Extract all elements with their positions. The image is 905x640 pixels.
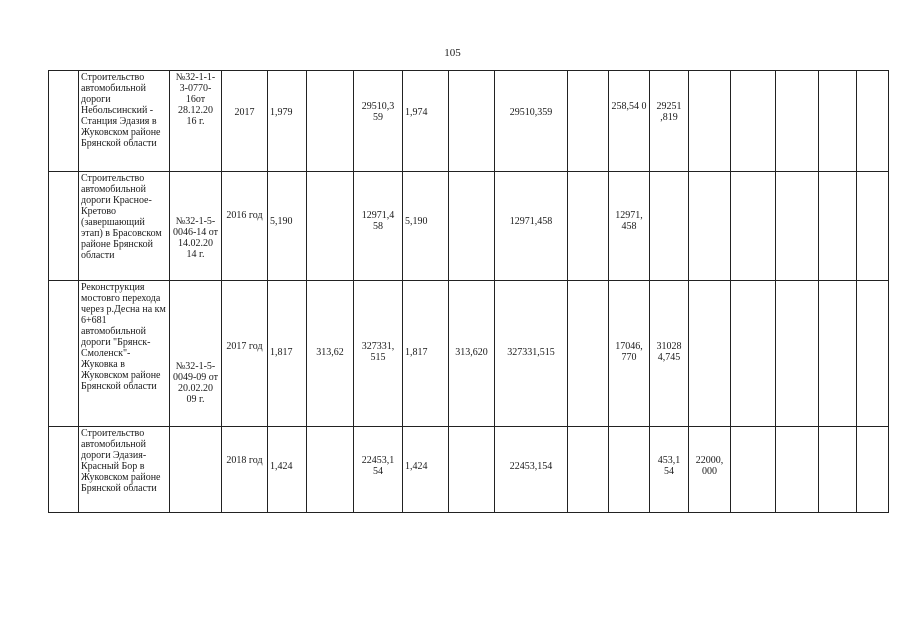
cost-2-cell: 12971,458 (495, 172, 568, 281)
row-number-cell (49, 71, 79, 172)
empty-cell (819, 172, 857, 281)
table-row (49, 172, 889, 281)
year-value-1-cell: 12971, 458 (609, 172, 650, 281)
year-cell: 2018 год (222, 427, 268, 513)
year-value-2-cell: 31028 4,745 (650, 281, 689, 427)
bridge-length-2-cell (449, 427, 495, 513)
length-cell: 1,979 (268, 71, 307, 172)
bridge-length-cell (307, 427, 354, 513)
empty-cell (776, 281, 819, 427)
year-value-1-cell: 17046, 770 (609, 281, 650, 427)
bridge-length-2-cell (449, 172, 495, 281)
empty-cell (731, 172, 776, 281)
bridge-length-cell (307, 172, 354, 281)
empty-cell (568, 71, 609, 172)
row-number-cell (49, 281, 79, 427)
year-value-2-cell: 453,1 54 (650, 427, 689, 513)
empty-cell (819, 281, 857, 427)
empty-cell (568, 427, 609, 513)
table-row (49, 71, 889, 172)
year-cell: 2017 (222, 71, 268, 172)
table-row (49, 427, 889, 513)
length-cell: 5,190 (268, 172, 307, 281)
construction-objects-table (48, 70, 889, 513)
empty-cell (776, 71, 819, 172)
empty-cell (819, 427, 857, 513)
document-cell (170, 427, 222, 513)
bridge-length-2-cell (449, 71, 495, 172)
year-value-2-cell (650, 172, 689, 281)
empty-cell (731, 427, 776, 513)
cost-2-cell: 22453,154 (495, 427, 568, 513)
length-cell: 1,817 (268, 281, 307, 427)
cost-cell: 12971,4 58 (354, 172, 403, 281)
cost-2-cell: 29510,359 (495, 71, 568, 172)
year-value-1-cell: 258,54 0 (609, 71, 650, 172)
cost-cell: 327331, 515 (354, 281, 403, 427)
cost-2-cell: 327331,515 (495, 281, 568, 427)
cost-cell: 29510,3 59 (354, 71, 403, 172)
empty-cell (857, 281, 889, 427)
empty-cell (731, 71, 776, 172)
document-cell: №32-1-5-0049-09 от 20.02.20 09 г. (170, 281, 222, 427)
empty-cell (819, 71, 857, 172)
year-cell: 2016 год (222, 172, 268, 281)
object-name-cell: Строительство автомобильной дороги Эдазия-Красный Бор в Жуковском районе Брянской области (79, 427, 170, 513)
length-2-cell: 1,974 (403, 71, 449, 172)
empty-cell (568, 281, 609, 427)
table-row (49, 281, 889, 427)
object-name-cell: Реконструкция мостовго перехода через р.Десна на км 6+681 автомобильной дороги "Брянск-Смоленск"-Жуковка в Жуковском районе Брянской области (79, 281, 170, 427)
year-value-2-cell: 29251 ,819 (650, 71, 689, 172)
bridge-length-2-cell: 313,620 (449, 281, 495, 427)
year-value-3-cell (689, 281, 731, 427)
empty-cell (857, 172, 889, 281)
object-name-cell: Строительство автомобильной дороги Небольсинский - Станция Эдазия в Жуковском районе Брянской области (79, 71, 170, 172)
length-cell: 1,424 (268, 427, 307, 513)
year-value-3-cell (689, 71, 731, 172)
empty-cell (776, 427, 819, 513)
year-value-3-cell (689, 172, 731, 281)
length-2-cell: 1,817 (403, 281, 449, 427)
empty-cell (857, 427, 889, 513)
bridge-length-cell: 313,62 (307, 281, 354, 427)
empty-cell (731, 281, 776, 427)
year-value-3-cell: 22000, 000 (689, 427, 731, 513)
empty-cell (776, 172, 819, 281)
document-cell: №32-1-1-3-0770-16от 28.12.20 16 г. (170, 71, 222, 172)
length-2-cell: 1,424 (403, 427, 449, 513)
year-cell: 2017 год (222, 281, 268, 427)
bridge-length-cell (307, 71, 354, 172)
page-number: 105 (444, 47, 461, 59)
row-number-cell (49, 172, 79, 281)
length-2-cell: 5,190 (403, 172, 449, 281)
empty-cell (857, 71, 889, 172)
row-number-cell (49, 427, 79, 513)
object-name-cell: Строительство автомобильной дороги Красное-Кретово (завершающий этап) в Брасовском районе Брянской области (79, 172, 170, 281)
empty-cell (568, 172, 609, 281)
document-cell: №32-1-5-0046-14 от 14.02.20 14 г. (170, 172, 222, 281)
cost-cell: 22453,1 54 (354, 427, 403, 513)
year-value-1-cell (609, 427, 650, 513)
